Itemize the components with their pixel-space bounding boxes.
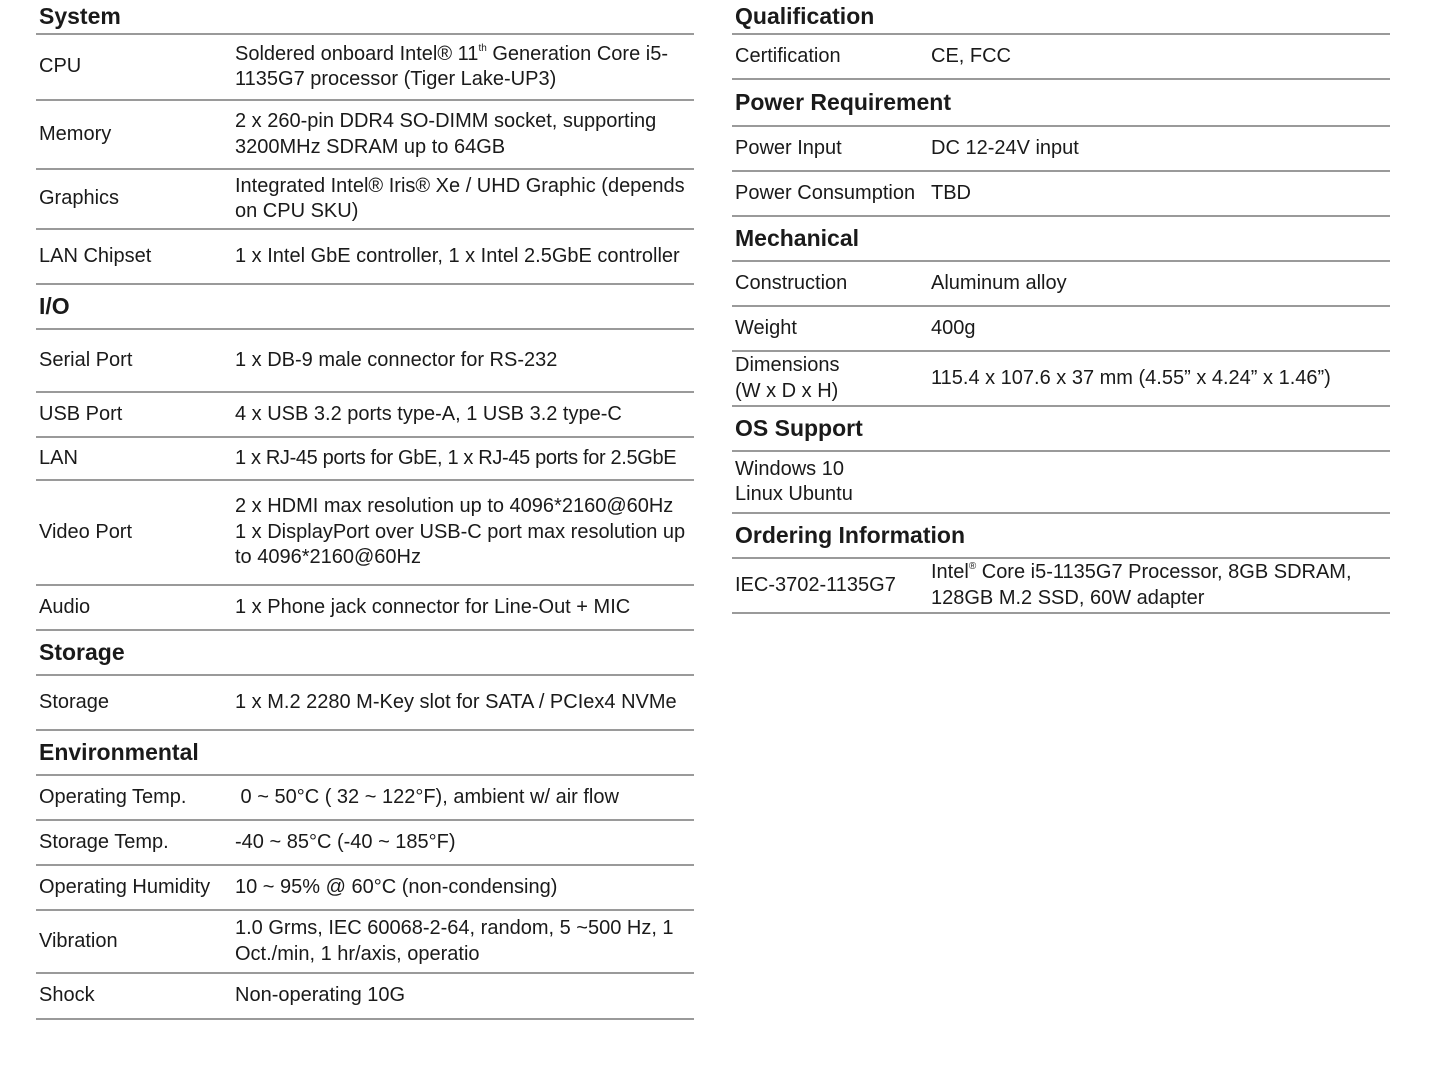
- spec-value: 1.0 Grms, IEC 60068-2-64, random, 5 ~500 Hz, 1 Oct./min, 1 hr/axis, operatio: [235, 917, 674, 965]
- spec-row-power-consumption: [732, 172, 1390, 217]
- os-list: Windows 10 Linux Ubuntu: [735, 457, 853, 505]
- spec-label: Power Consumption: [735, 181, 916, 204]
- spec-label: Audio: [39, 595, 91, 618]
- spec-value: 1 x Phone jack connector for Line-Out + MIC: [235, 595, 631, 618]
- left-spec-column: [36, 0, 694, 1020]
- spec-label: Construction: [735, 271, 848, 294]
- superscript: th: [478, 42, 487, 54]
- section-title-system: System: [36, 0, 694, 35]
- spec-value: Non-operating 10G: [235, 984, 406, 1007]
- spec-row-memory: [36, 101, 694, 170]
- spec-label: Video Port: [39, 520, 133, 543]
- spec-value: 1 x Intel GbE controller, 1 x Intel 2.5GbE controller: [235, 244, 680, 267]
- spec-row-storage-temp: [36, 821, 694, 866]
- spec-label: Storage Temp.: [39, 830, 169, 853]
- spec-row-certification: [732, 35, 1390, 80]
- spec-row-operating-temp: [36, 776, 694, 821]
- spec-value: 115.4 x 107.6 x 37 mm (4.55” x 4.24” x 1.46”): [931, 366, 1331, 389]
- spec-value: Integrated Intel® Iris® Xe / UHD Graphic (depends on CPU SKU): [235, 174, 685, 222]
- spec-label: Graphics: [39, 187, 120, 210]
- spec-value: CE, FCC: [931, 44, 1011, 67]
- spec-label: LAN: [39, 446, 78, 469]
- spec-label: LAN Chipset: [39, 244, 152, 267]
- section-title-power-requirement: Power Requirement: [732, 80, 1390, 127]
- spec-value: TBD: [931, 181, 971, 204]
- spec-row-ordering-sku: [732, 559, 1390, 614]
- spec-label: IEC-3702-1135G7: [735, 573, 896, 596]
- section-title-os-support: OS Support: [732, 407, 1390, 452]
- section-title-storage: Storage: [36, 631, 694, 676]
- spec-row-storage: [36, 676, 694, 731]
- spec-label: USB Port: [39, 402, 123, 425]
- spec-value: Aluminum alloy: [931, 271, 1067, 294]
- spec-row-shock: [36, 974, 694, 1020]
- spec-value: Intel® Core i5-1135G7 Processor, 8GB SDRAM, 128GB M.2 SSD, 60W adapter: [931, 561, 1352, 609]
- right-spec-column: [732, 0, 1390, 614]
- spec-value: -40 ~ 85°C (-40 ~ 185°F): [235, 830, 456, 853]
- spec-label: CPU: [39, 55, 82, 78]
- section-title-io: I/O: [36, 285, 694, 330]
- spec-label: Serial Port: [39, 348, 133, 371]
- spec-label: Vibration: [39, 929, 118, 952]
- spec-label: Memory: [39, 122, 112, 145]
- spec-label: Dimensions (W x D x H): [735, 354, 840, 402]
- spec-value: 10 ~ 95% @ 60°C (non-condensing): [235, 875, 558, 898]
- spec-value: DC 12-24V input: [931, 136, 1079, 159]
- section-title-ordering-information: Ordering Information: [732, 514, 1390, 559]
- spec-row-lan: [36, 438, 694, 481]
- spec-row-vibration: [36, 911, 694, 974]
- spec-row-weight: [732, 307, 1390, 352]
- spec-value: Soldered onboard Intel® 11th Generation Core i5-1135G7 processor (Tiger Lake-UP3): [235, 42, 668, 90]
- spec-value: 4 x USB 3.2 ports type-A, 1 USB 3.2 type-C: [235, 402, 622, 425]
- spec-label: Operating Temp.: [39, 785, 187, 808]
- spec-value: 1 x RJ-45 ports for GbE, 1 x RJ-45 ports for 2.5GbE: [235, 446, 677, 469]
- section-title-qualification: Qualification: [732, 0, 1390, 35]
- section-title-environmental: Environmental: [36, 731, 694, 776]
- spec-row-video-port: [36, 481, 694, 586]
- spec-row-os-list: [732, 452, 1390, 514]
- spec-row-dimensions: [732, 352, 1390, 407]
- spec-value: 1 x M.2 2280 M-Key slot for SATA / PCIex4 NVMe: [235, 690, 677, 713]
- spec-label: Certification: [735, 44, 841, 67]
- spec-row-power-input: [732, 127, 1390, 172]
- spec-row-usb-port: [36, 393, 694, 438]
- spec-label: Weight: [735, 316, 797, 339]
- spec-label: Shock: [39, 984, 95, 1007]
- superscript: ®: [968, 561, 977, 572]
- spec-row-serial-port: [36, 330, 694, 393]
- spec-row-operating-humidity: [36, 866, 694, 911]
- spec-label: Operating Humidity: [39, 875, 211, 898]
- spec-value: 400g: [931, 316, 976, 339]
- spec-row-cpu: [36, 35, 694, 101]
- spec-row-audio: [36, 586, 694, 631]
- spec-row-construction: [732, 262, 1390, 307]
- spec-value: 2 x 260-pin DDR4 SO-DIMM socket, supporting 3200MHz SDRAM up to 64GB: [235, 110, 657, 158]
- spec-label: Storage: [39, 690, 110, 713]
- spec-value: 1 x DB-9 male connector for RS-232: [235, 348, 558, 371]
- spec-row-graphics: [36, 170, 694, 230]
- spec-value: 0 ~ 50°C ( 32 ~ 122°F), ambient w/ air flow: [235, 785, 619, 808]
- spec-value: 2 x HDMI max resolution up to 4096*2160@60Hz 1 x DisplayPort over USB-C port max resolution up to 4096*2160@60Hz: [235, 495, 686, 569]
- section-title-mechanical: Mechanical: [732, 217, 1390, 262]
- spec-label: Power Input: [735, 136, 842, 159]
- spec-row-lan-chipset: [36, 230, 694, 285]
